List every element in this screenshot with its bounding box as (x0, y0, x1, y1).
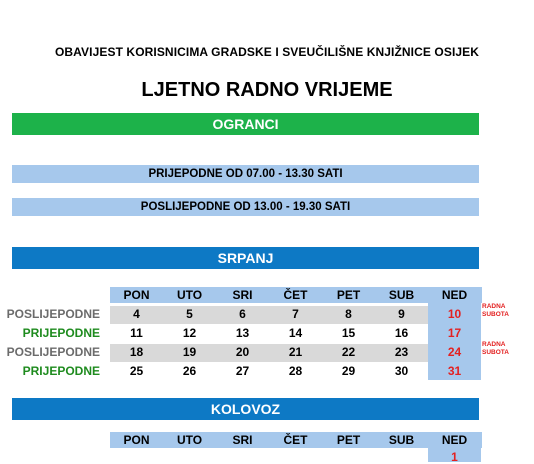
page-title: LJETNO RADNO VRIJEME (141, 79, 393, 101)
sunday-date-cell: 24 (447, 345, 462, 359)
day-header-wed: SRI (232, 288, 253, 302)
date-cell: 25 (129, 364, 144, 378)
working-saturday-note: RADNA SUBOTA (482, 303, 509, 318)
day-header-sun: NED (441, 288, 468, 302)
date-cell: 18 (129, 345, 144, 359)
date-cell: 9 (398, 307, 405, 321)
morning-hours-bar: PRIJEPODNE OD 07.00 - 13.30 SATI (12, 165, 479, 183)
sunday-date-cell: 1 (451, 450, 458, 464)
day-header-wed: SRI (232, 433, 253, 447)
date-cell: 26 (182, 364, 197, 378)
sunday-date-cell: 31 (447, 364, 462, 378)
date-cell: 28 (288, 364, 303, 378)
date-cell: 15 (341, 326, 356, 340)
sunday-date-cell: 10 (447, 307, 462, 321)
date-cell: 19 (182, 345, 197, 359)
afternoon-hours-bar: POSLIJEPODNE OD 13.00 - 19.30 SATI (12, 198, 479, 216)
day-header-fri: PET (336, 433, 361, 447)
calendar-srpanj (110, 287, 482, 383)
day-header-tue: UTO (176, 288, 203, 302)
date-cell: 29 (341, 364, 356, 378)
day-header-thu: ČET (283, 433, 308, 447)
date-cell: 6 (239, 307, 246, 321)
sunday-date-cell: 17 (447, 326, 462, 340)
day-header-sat: SUB (388, 288, 415, 302)
date-cell: 5 (186, 307, 193, 321)
branches-bar: OGRANCI (12, 113, 479, 135)
day-header-sun: NED (441, 433, 468, 447)
calendar-kolovoz (110, 432, 482, 462)
date-cell: 14 (288, 326, 303, 340)
shift-label: PRIJEPODNE (22, 364, 100, 378)
date-cell: 4 (133, 307, 140, 321)
date-cell: 20 (235, 345, 250, 359)
date-cell: 30 (394, 364, 409, 378)
month-bar-kolovoz: KOLOVOZ (12, 398, 479, 420)
date-cell: 16 (394, 326, 409, 340)
notice-heading: OBAVIJEST KORISNICIMA GRADSKE I SVEUČILIŠNE KNJIŽNICE OSIJEK (54, 45, 480, 59)
shift-label: POSLIJEPODNE (6, 345, 100, 359)
date-cell: 21 (288, 345, 303, 359)
working-saturday-note: RADNA SUBOTA (482, 341, 509, 356)
month-bar-srpanj: SRPANJ (12, 247, 479, 269)
date-cell: 13 (235, 326, 250, 340)
date-cell: 8 (345, 307, 352, 321)
date-cell: 11 (130, 326, 143, 340)
day-header-fri: PET (336, 288, 361, 302)
date-cell: 22 (341, 345, 356, 359)
day-header-thu: ČET (283, 288, 308, 302)
shift-label: PRIJEPODNE (22, 326, 100, 340)
date-cell: 12 (182, 326, 197, 340)
date-cell: 23 (394, 345, 409, 359)
day-header-mon: PON (123, 433, 150, 447)
day-header-sat: SUB (388, 433, 415, 447)
date-cell: 27 (235, 364, 250, 378)
shift-label: POSLIJEPODNE (6, 307, 100, 321)
date-cell: 7 (292, 307, 299, 321)
day-header-tue: UTO (176, 433, 203, 447)
day-header-mon: PON (123, 288, 150, 302)
